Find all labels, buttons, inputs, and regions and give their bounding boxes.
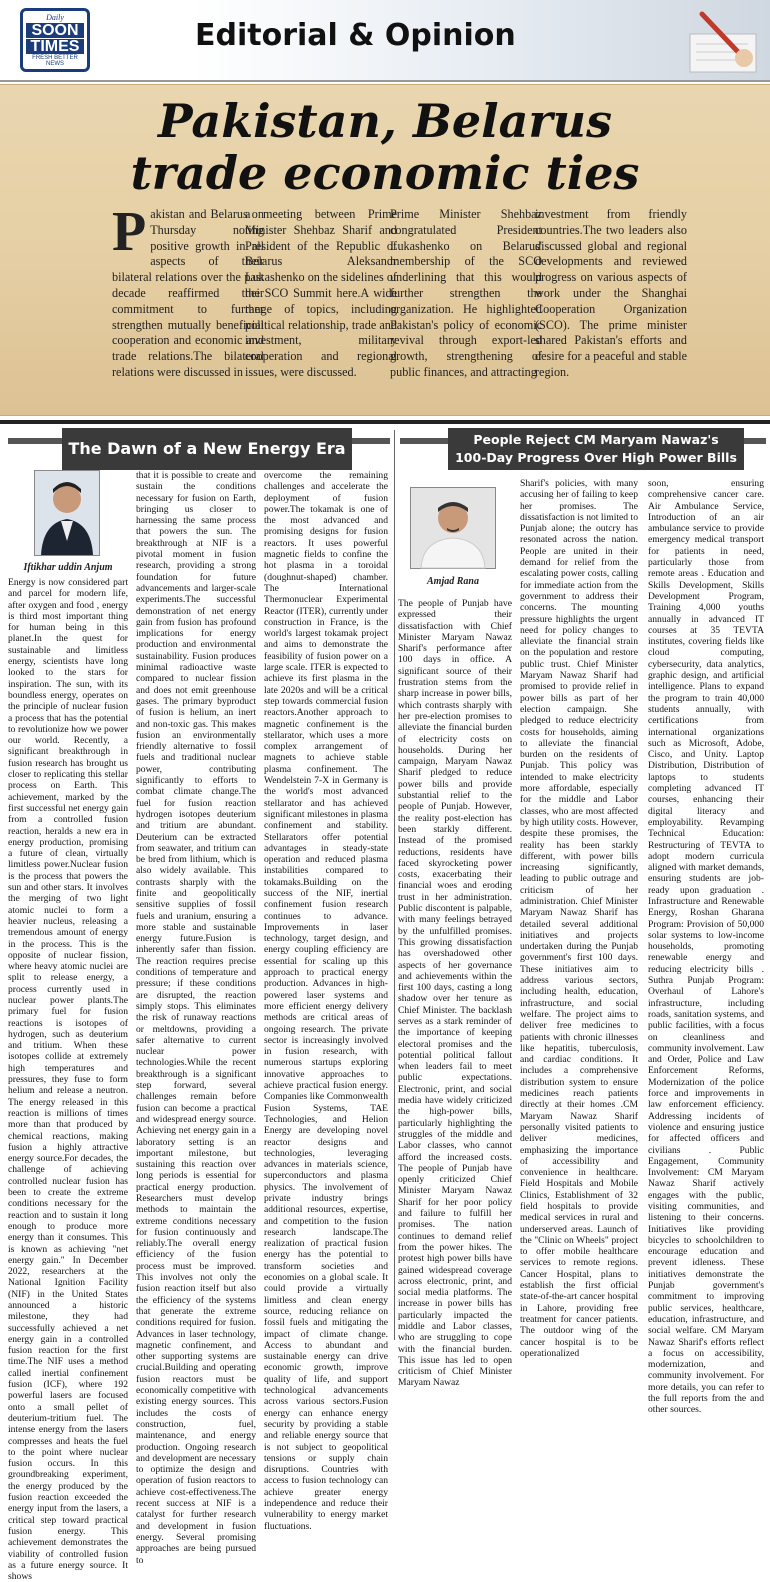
energy-article-title: The Dawn of a New Energy Era bbox=[62, 428, 352, 470]
editorial-col-4: investment from friendly countries.The two leaders also discussed global and regional developments and reviewed progress on various aspects of work under the Shanghai Cooperation Organization (SCO). The prime minister shared Pakistan's efforts and desire for a peaceful and stable region. bbox=[535, 207, 687, 379]
person-icon bbox=[411, 488, 495, 568]
title-rule-right-2 bbox=[744, 438, 766, 444]
drop-cap: P bbox=[112, 201, 147, 263]
editorial-col-1-text: akistan and Belarus on Thursday noting positive growth in all aspects of their bilateral relations over the past decade reaffirmed their commitment to further strengthen mutually beneficial cooperation and economic and trade relations.The bilateral relations were discussed in bbox=[112, 207, 264, 379]
editorial-col-3: Prime Minister Shehbaz congratulated President Lukashenko on Belarus' membership of the SCO underlining that this would further strengthen the organization. He highlighted Pakistan's policy of economic revival through export-led growth, strengthening of public finances, and attracting bbox=[390, 207, 542, 379]
logo-times: TIMES bbox=[26, 39, 84, 54]
title-line-2: 100-Day Progress Over High Power Bills bbox=[455, 450, 737, 465]
newspaper-logo[interactable] bbox=[20, 8, 90, 72]
power-col-3: soon, ensuring comprehensive cancer care. Air Ambulance Service, Introduction of an air ambulance service to provide emergency medical transport for patients in need, particularly those from remote areas . Education and Skills Development, Skills Development Program, Training 4,000 youths annually in advanced IT courses at 35 TEVTA institutes, covering fields like cloud computing, cybersecurity, data analytics, graphic design, and artificial intelligence. Plans to expand the program to train 40,000 students annually, with certifications from international organizations such as Microsoft, Adobe, Cisco, and Unity. Laptop Distribution, Distribution of laptops to students completing advanced IT courses, enhancing their digital literacy and employability. Revamping Technical Education: Restructuring of TEVTA to adopt modern curricula aligned with market demands, ensuring students are job-ready upon graduation . Infrastructure and Renewable Energy, Roshan Gharana Program: Provision of 50,000 solar systems to low-income households, promoting renewable energy and reducing electricity bills . Suthra Punjab Program: Overhaul of Lahore's infrastructure, including roads, sanitation systems, and public facilities, with a focus on cleanliness and community involvement. Law and Order, Police and Law Enforcement Reforms, Modernization of the police force and improvements in law enforcement efficiency. Addressing incidents of violence and ensuring justice for affected officers and civilians . Public Engagement, Community Involvement: CM Maryam Nawaz Sharif actively engages with the public, visiting communities, and listening to their concerns. Initiatives like providing bicycles to schoolchildren to encourage education and prevent idleness. These initiatives demonstrate the Punjab government's commitment to improving public services, healthcare, education, infrastructure, and social welfare. CM Maryam Nawaz Sharif's efforts reflect a focus on accessibility, modernization, and community involvement. For more details, you can refer to the full reports from the and other sources. bbox=[648, 478, 764, 1416]
power-bills-article-title bbox=[448, 428, 744, 470]
author-photo-rana bbox=[410, 487, 496, 569]
section-title: Editorial & Opinion bbox=[195, 18, 516, 53]
title-rule-left-2 bbox=[400, 438, 448, 444]
energy-col-2: that it is possible to create and sustain the conditions necessary for fusion on Earth, bringing us closer to harnessing the same process that powers the sun. The breakthrough at NIF is a pivotal moment in fusion research, providing a strong foundation for future advancements and larger-scale experiments.The successful demonstration of net energy gain from fusion has profound implications for energy production and environmental sustainability. Fusion produces minimal radioactive waste compared to nuclear fission and does not emit greenhouse gases. The primary byproduct of fusion is helium, an inert and non-toxic gas. This makes fusion an environmentally friendly alternative to fossil fuels and traditional nuclear power, contributing significantly to efforts to combat climate change.The fuel for fusion reaction hydrogen isotopes deuterium and tritium are abundant. Deuterium can be extracted from seawater, and tritium can be bred from lithium, which is also widely available. This contrasts sharply with the finite and geopolitically sensitive supplies of fossil fuels and uranium, ensuring a more stable and sustainable energy future.Fusion is inherently safer than fission. The reaction requires precise conditions of temperature and pressure; if these conditions are disrupted, the reaction simply stops. This eliminates the risk of runaway reactions or meltdowns, providing a safer alternative to current nuclear power technologies.While the recent breakthrough is a significant step forward, several challenges remain before fusion can become a practical and widespread energy source. Achieving net energy gain in a laboratory setting is an important milestone, but sustaining this reaction over long periods is essential for practical energy production. Researchers must develop methods to maintain the extreme conditions necessary for fusion continuously and reliably.The overall energy efficiency of the fusion process must be improved. This involves not only the fusion reaction itself but also the efficiency of the systems that generate the extreme conditions required for fusion. Advances in laser technology, magnetic confinement, and other supporting systems are crucial.Building and operating fusion reactors must be economically competitive with existing energy sources. This includes the costs of construction, fuel, maintenance, and energy production. Ongoing research and development are necessary to optimize the design and operation of fusion reactors to achieve cost-effectiveness.The recent success at NIF is a catalyst for further research and development in fusion energy. Several promising approaches are being pursued to bbox=[136, 470, 256, 1566]
author-photo-anjum bbox=[34, 470, 100, 556]
power-col-2: Sharif's policies, with many accusing her of failing to keep her promises. The dissatisfaction is not limited to Punjab alone; the outcry has resonated across the nation. People are united in their demand for relief from the escalating power costs, calling for immediate action from the government to address their concerns. The mounting pressure highlights the urgent need for policy changes to alleviate the financial strain on the population and restore public trust. Chief Minister Maryam Nawaz Sharif had promised to provide relief in power bills as part of her election campaign. She pledged to reduce electricity costs for households, aiming to alleviate the financial burden on the residents of Punjab. This policy was intended to make electricity more affordable, especially for the middle and Labor classes, who are most affected by high utility costs. However, despite these promises, the reality has been starkly different, with power bills increasing significantly, leading to public outrage and criticism of her administration. Chief Minister Maryam Nawaz Sharif has detailed several additional initiatives and projects undertaken during the Punjab government's first 100 days. These initiatives aim to address various sectors, including health, education, infrastructure, and social welfare. The project aims to deliver free medicines to patients with chronic illnesses like hepatitis, tuberculosis, and cardiac conditions. It includes a comprehensive distribution system to ensure medicines reach patients directly at their homes .CM Maryam Nawaz Sharif personally visited patients to deliver medicines, emphasizing the importance of accessibility and convenience in healthcare. Field Hospitals and Mobile Clinics, Establishment of 32 field hospitals to provide medical services in rural and underserved areas. Launch of the "Clinic on Wheels" project to offer mobile healthcare services to remote regions. Cancer Hospital, plans to establish the first official state-of-the-art cancer hospital in Lahore, providing free treatment for cancer patients. The outdoor wing of the cancer hospital is to be operationalized bbox=[520, 478, 638, 1359]
author-name-rana: Amjad Rana bbox=[427, 576, 479, 587]
energy-col-1: Energy is now considered part and parcel for modern life, after oxygen and food , energy is third most important thing for human being in this planet.In the quest for sustainable and limitless energy, scientists have long looked to the stars for inspiration. The sun, with its boundless energy, operates on the principle of nuclear fusion a process that has the potential to revolutionize how we power our world. Recently, a significant breakthrough in fusion research has brought us closer to replicating this stellar process on Earth. This achievement, marked by the first successful net energy gain from a controlled fusion reaction, heralds a new era in energy production, promising a future of clean, virtually limitless power.Nuclear fusion is the process that powers the sun and other stars. It involves the merging of two light atomic nuclei to form a heavier nucleus, releasing a tremendous amount of energy in the process. This is the opposite of nuclear fission, where heavy atomic nuclei are split to release energy, a process currently used in nuclear power plants.The primary fuel for fusion reactions is isotopes of hydrogen, such as deuterium and tritium. When these isotopes collide at extremely high temperatures and pressures, they fuse to form helium and release a neutron. The energy released in this reaction is millions of times more than that produced by chemical reactions, making fusion a highly attractive energy source.For decades, the challenge of achieving controlled nuclear fusion has been to create the extreme conditions necessary for the reaction and to sustain it long enough to produce more energy than it consumes. This is known as achieving "net energy gain." In December 2022, researchers at the National Ignition Facility (NIF) in the United States announced a historic milestone, they had successfully achieved a net energy gain in a controlled fusion reaction for the first time.The NIF uses a method called inertial confinement fusion (ICF), where 192 powerful lasers are focused onto a small pellet of deuterium-tritium fuel. The intense energy from the lasers compresses and heats the fuel to the point where nuclear fusion occurs. In this groundbreaking experiment, the energy produced by the fusion reaction exceeded the energy input from the lasers, a critical step toward practical fusion energy. This achievement demonstrates the viability of controlled fusion as a future energy source. It shows bbox=[8, 577, 128, 1582]
author-name-anjum: Iftikhar uddin Anjum bbox=[23, 562, 113, 573]
logo-soon: SOON bbox=[26, 23, 84, 38]
masthead bbox=[0, 0, 770, 82]
logo-daily: Daily bbox=[46, 13, 64, 22]
title-line-1: People Reject CM Maryam Nawaz's bbox=[473, 432, 719, 447]
column-separator bbox=[394, 430, 395, 1340]
energy-col-3: overcome the remaining challenges and accelerate the deployment of fusion power.The tokamak is one of the most advanced and promising designs for fusion reactors. It uses powerful magnetic fields to confine the hot plasma in a toroidal (doughnut-shaped) chamber. The International Thermonuclear Experimental Reactor (ITER), currently under construction in France, is the world's largest tokamak project and aims to demonstrate the feasibility of fusion power on a large scale. ITER is expected to achieve its first plasma in the late 2020s and will be a critical step towards commercial fusion reactors.Another approach to magnetic confinement is the stellarator, which uses a more complex arrangement of magnets to achieve stable plasma confinement. The Wendelstein 7-X in Germany is the world's most advanced stellarator and has achieved significant milestones in plasma confinement and stability. Stellarators offer potential advantages in steady-state operation and reduced plasma instabilities compared to tokamaks.Building on the success of the NIF, inertial confinement fusion research continues to advance. Improvements in laser technology, target design, and energy coupling efficiency are essential for scaling up this approach to practical energy production. Advances in high-powered laser systems and more efficient energy delivery methods are critical areas of ongoing research. The private sector is increasingly involved in fusion research, with numerous startups exploring innovative approaches to achieve practical fusion energy. Companies like Commonwealth Fusion Systems, TAE Technologies, and Helion Energy are developing novel reactor designs and technologies, leveraging advances in materials science, superconductors and plasma physics. The involvement of private industry brings additional resources, expertise, and competition to the fusion research landscape.The realization of practical fusion energy has the potential to transform societies and economies on a global scale. It could provide a virtually limitless and clean energy source, reducing reliance on fossil fuels and mitigating the impact of climate change. Access to abundant and sustainable energy can drive economic growth, improve quality of life, and support technological advancements across various sectors.Fusion energy can enhance energy security by providing a stable and reliable energy source that is not subject to geopolitical tensions or supply chain disruptions. Countries with access to fusion technology can achieve greater energy independence and reduce their vulnerability to energy market fluctuations. bbox=[264, 470, 388, 1532]
editorial-col-1 bbox=[112, 201, 264, 381]
power-col-1: The people of Punjab have expressed their dissatisfaction with Chief Minister Maryam Nawaz Sharif's performance after 100 days in office. A significant source of their frustration stems from the sharp increase in power bills, which contrasts sharply with her pre-election promises to alleviate the financial burden of electricity costs on households. During her campaign, Maryam Nawaz Sharif pledged to reduce power bills and provide substantial relief to the people of Punjab. However, the reality post-election has been starkly different. Instead of the promised reductions, residents have faced skyrocketing power costs, exacerbating their financial woes and eroding trust in her administration. Public discontent is palpable, with many feelings betrayed by the unfulfilled promises. This growing dissatisfaction has overshadowed other aspects of her governance and achievements within the first 100 days, casting a long shadow over her tenure as Chief Minister. The backlash serves as a stark reminder of the importance of keeping electoral promises and the potential political fallout when leaders fail to meet public expectations. Electronic, print, and social media have widely criticized the high-power bills, particularly highlighting the struggles of the middle and Labor classes, who cannot afford the increased costs. The people of Punjab have openly criticized Chief Minister Maryam Nawaz Sharif for her poor policy and failure to fulfill her promises. The nation continues to demand relief from the power hikes. The protest high power bills have gained widespread coverage across electronic, print, and social media platforms. The increase in power bills has particularly impacted the middle and Labor classes, who are struggling to cope with the financial burden. This issue has led to open criticism of Chief Minister Maryam Nawaz bbox=[398, 598, 512, 1389]
title-rule-left bbox=[8, 438, 62, 444]
person-icon bbox=[35, 471, 99, 555]
section-divider bbox=[0, 420, 770, 424]
editorial-col-2: a meeting between Prime Minister Shehbaz Sharif and President of the Republic of Belarus Aleksandr Lukashenko on the sidelines of the SCO Summit here.A wide range of topics, including political relationship, trade and investment, military cooperation and regional issues, were discussed. bbox=[245, 207, 397, 379]
logo-tagline: FRESH BETTER NEWS bbox=[32, 55, 78, 67]
pen-writing-icon bbox=[682, 4, 762, 76]
title-rule-right bbox=[352, 438, 390, 444]
editorial-headline: Pakistan, Belarus trade economic ties bbox=[130, 94, 640, 200]
